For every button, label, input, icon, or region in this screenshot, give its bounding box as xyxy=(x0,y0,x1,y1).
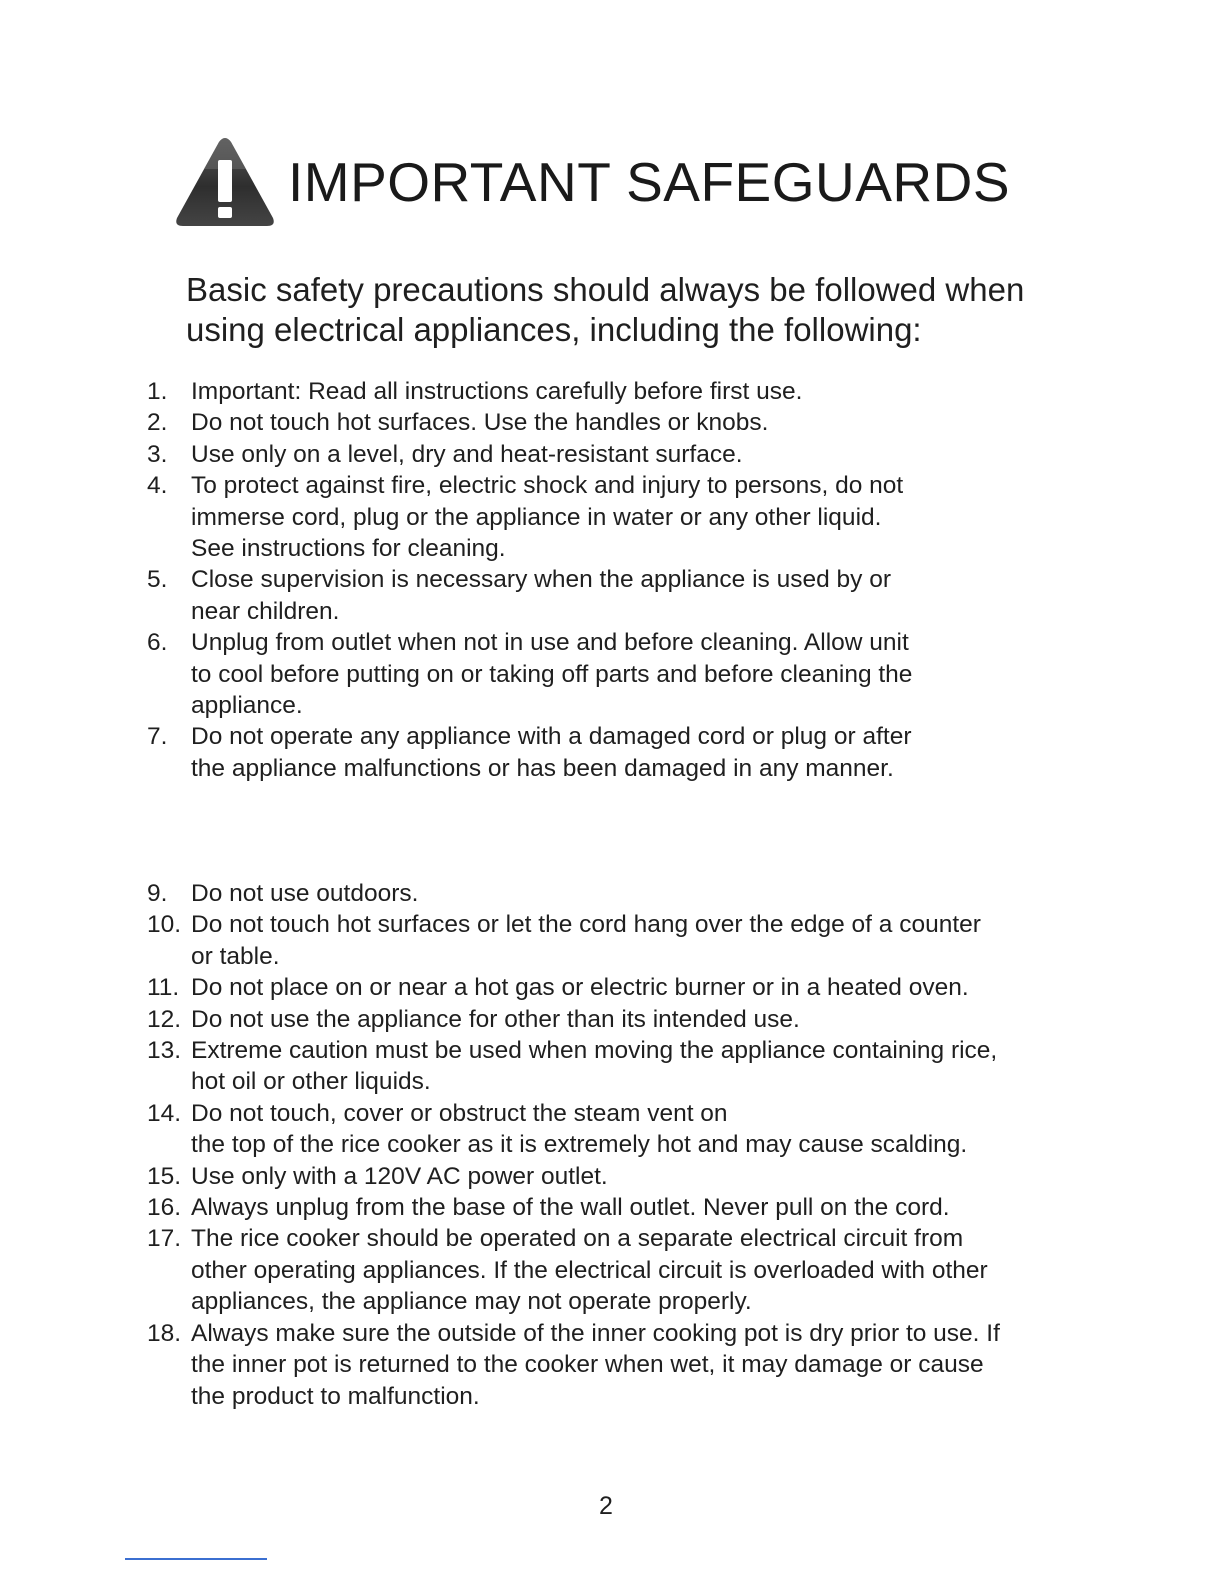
item-text xyxy=(191,1318,1067,1412)
safeguards-list-part-1 xyxy=(147,376,1067,784)
item-line: Use only on a level, dry and heat-resistant surface. xyxy=(191,440,743,468)
item-number: 11. xyxy=(147,974,180,1002)
item-text xyxy=(191,470,1067,564)
item-line: Do not use the appliance for other than its intended use. xyxy=(191,1005,800,1033)
list-item xyxy=(147,1004,1067,1035)
item-line: near children. xyxy=(191,597,340,625)
item-number: 3. xyxy=(147,440,168,468)
list-item xyxy=(147,627,1067,721)
item-line: The rice cooker should be operated on a separate electrical circuit from xyxy=(191,1225,964,1253)
item-text xyxy=(191,1098,1067,1161)
page-number: 2 xyxy=(599,1492,613,1520)
item-number: 12. xyxy=(147,1005,182,1033)
list-item xyxy=(147,1223,1067,1317)
item-text xyxy=(191,376,1067,407)
list-item xyxy=(147,1035,1067,1098)
item-number: 14. xyxy=(147,1099,182,1127)
intro-paragraph xyxy=(186,270,1086,350)
item-text xyxy=(191,1004,1067,1035)
item-text xyxy=(191,909,1067,972)
item-text xyxy=(191,972,1067,1003)
item-text xyxy=(191,1035,1067,1098)
list-item xyxy=(147,1161,1067,1192)
item-text xyxy=(191,627,1067,721)
item-number: 15. xyxy=(147,1162,182,1190)
item-number: 1. xyxy=(147,378,168,405)
list-item xyxy=(147,1098,1067,1161)
item-line: hot oil or other liquids. xyxy=(191,1068,431,1096)
item-number: 18. xyxy=(147,1319,182,1347)
item-line: Always unplug from the base of the wall outlet. Never pull on the cord. xyxy=(191,1194,950,1222)
item-line: the product to malfunction. xyxy=(191,1382,480,1410)
item-line: Do not touch, cover or obstruct the steam vent on xyxy=(191,1099,728,1127)
item-text xyxy=(191,721,1067,784)
item-line: Do not use outdoors. xyxy=(191,880,419,907)
item-number: 16. xyxy=(147,1194,182,1222)
item-line: the top of the rice cooker as it is extremely hot and may cause scalding. xyxy=(191,1131,968,1159)
list-item xyxy=(147,564,1067,627)
item-number: 9. xyxy=(147,880,168,907)
list-item xyxy=(147,878,1067,909)
list-item xyxy=(147,439,1067,470)
item-number: 7. xyxy=(147,723,168,751)
intro-line: Basic safety precautions should always be followed when xyxy=(186,271,1025,308)
list-item xyxy=(147,721,1067,784)
item-number: 17. xyxy=(147,1225,182,1253)
safeguards-list-part-2 xyxy=(147,878,1067,1412)
item-text xyxy=(191,1223,1067,1317)
item-line: the appliance malfunctions or has been damaged in any manner. xyxy=(191,754,894,782)
item-text xyxy=(191,439,1067,470)
list-item xyxy=(147,1192,1067,1223)
list-item xyxy=(147,909,1067,972)
item-line: the inner pot is returned to the cooker when wet, it may damage or cause xyxy=(191,1351,984,1379)
item-line: Do not place on or near a hot gas or electric burner or in a heated oven. xyxy=(191,974,969,1002)
list-item xyxy=(147,470,1067,564)
item-line: To protect against fire, electric shock and injury to persons, do not xyxy=(191,472,904,500)
item-line: Do not touch hot surfaces. Use the handles or knobs. xyxy=(191,409,769,437)
item-line: Do not touch hot surfaces or let the cord hang over the edge of a counter xyxy=(191,911,981,939)
item-text xyxy=(191,1161,1067,1192)
item-text xyxy=(191,1192,1067,1223)
footer-divider xyxy=(125,1558,267,1560)
item-number: 13. xyxy=(147,1037,182,1065)
item-line: immerse cord, plug or the appliance in water or any other liquid. xyxy=(191,503,882,531)
item-number: 6. xyxy=(147,629,168,657)
list-item xyxy=(147,376,1067,407)
item-number: 5. xyxy=(147,566,168,594)
item-line: Extreme caution must be used when moving the appliance containing rice, xyxy=(191,1037,998,1065)
item-number: 10. xyxy=(147,911,182,939)
item-text xyxy=(191,564,1067,627)
intro-line: using electrical appliances, including the following: xyxy=(186,311,922,348)
item-line: Always make sure the outside of the inner cooking pot is dry prior to use. If xyxy=(191,1319,1000,1347)
item-number: 2. xyxy=(147,409,168,437)
list-item xyxy=(147,972,1067,1003)
item-line: appliances, the appliance may not operate properly. xyxy=(191,1288,752,1316)
item-line: or table. xyxy=(191,942,280,970)
page-title: IMPORTANT SAFEGUARDS xyxy=(288,151,1011,213)
item-line: other operating appliances. If the electrical circuit is overloaded with other xyxy=(191,1256,988,1284)
item-line: appliance. xyxy=(191,692,303,720)
item-line: Use only with a 120V AC power outlet. xyxy=(191,1162,608,1190)
item-line: Unplug from outlet when not in use and before cleaning. Allow unit xyxy=(191,629,909,657)
item-text xyxy=(191,878,1067,909)
page-header xyxy=(174,134,1010,230)
item-line: Important: Read all instructions carefully before first use. xyxy=(191,378,803,405)
item-line: Close supervision is necessary when the appliance is used by or xyxy=(191,566,891,594)
item-line: Do not operate any appliance with a damaged cord or plug or after xyxy=(191,723,912,751)
warning-triangle-icon xyxy=(174,136,276,228)
item-line: to cool before putting on or taking off parts and before cleaning the xyxy=(191,660,913,688)
list-item xyxy=(147,407,1067,438)
item-text xyxy=(191,407,1067,438)
item-line: See instructions for cleaning. xyxy=(191,535,506,563)
item-number: 4. xyxy=(147,472,168,500)
list-item xyxy=(147,1318,1067,1412)
